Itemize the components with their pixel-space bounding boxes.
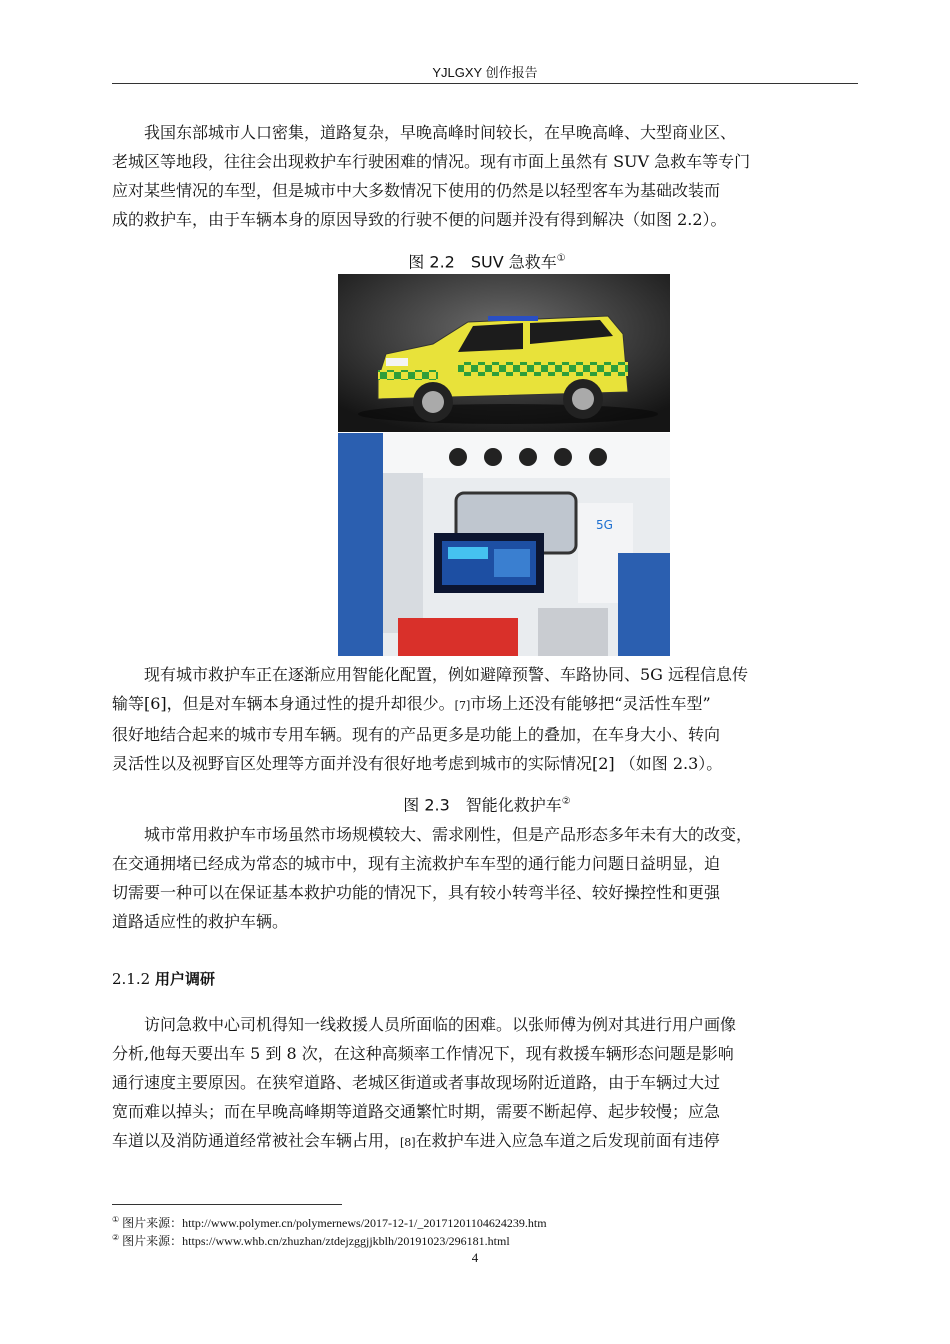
header-rule [112,83,858,84]
caption-text: 图 2.3 智能化救护车 [403,795,562,815]
suv-ambulance-illustration [338,274,670,432]
footnote-1 [112,1214,547,1231]
figure-2-3-caption [112,791,862,816]
footnote-mark: ② [561,796,571,807]
ambulance-interior-illustration [338,433,670,656]
footnote-mark: ① [556,253,566,264]
paragraph-line: 成的救护车，由于车辆本身的原因导致的行驶不便的问题并没有得到解决（如图 2.2）。 [112,210,727,229]
paragraph-line: 在交通拥堵已经成为常态的城市中，现有主流救护车车型的通行能力问题日益明显，迫 [112,854,721,873]
section-title: 用户调研 [154,970,215,988]
paragraph-1 [112,118,862,234]
paragraph-line: 我国东部城市人口密集，道路复杂，早晚高峰时间较长，在早晚高峰、大型商业区、 [144,123,737,142]
figure-2-2-caption [112,248,862,273]
paragraph-line: 应对某些情况的车型，但是城市中大多数情况下使用的仍然是以轻型客车为基础改装而 [112,181,721,200]
text-span: 车道以及消防通道经常被社会车辆占用， [112,1131,401,1150]
footnote-rule [112,1204,342,1205]
suv-ambulance-image [338,274,670,432]
paragraph-line: 访问急救中心司机得知一线救援人员所面临的困难。以张师傅为例对其进行用户画像 [144,1015,737,1034]
paragraph-line: 分析,他每天要出车 5 到 8 次，在这种高频率工作情况下，现有救援车辆形态问题是影响 [112,1044,734,1063]
paragraph-3 [112,820,862,936]
paragraph-line: 现有城市救护车正在逐渐应用智能化配置，例如避障预警、车路协同、5G 远程信息传 [144,665,749,684]
paragraph-line [112,689,862,720]
footnote-mark: ① [112,1215,120,1224]
smart-ambulance-interior-image [338,433,670,656]
paragraph-line: 灵活性以及视野盲区处理等方面并没有很好地考虑到城市的实际情况[2] （如图 2.3）。 [112,754,723,773]
footnote-text: 图片来源：https://www.whb.cn/zhuzhan/ztdejzggjjkblh/20191023/296181.html [119,1234,510,1248]
text-span: 输等[6]，但是对车辆本身通过性的提升却很少。 [112,694,455,713]
paragraph-2 [112,660,862,778]
paragraph-line: 道路适应性的救护车辆。 [112,912,289,931]
footnote-2 [112,1232,510,1249]
section-number: 2.1.2 [112,970,151,988]
page-number: 4 [471,1250,479,1265]
text-span: 市场上还没有能够把“灵活性车型” [470,694,711,713]
paragraph-line: 城市常用救护车市场虽然市场规模较大、需求刚性，但是产品形态多年未有大的改变， [144,825,753,844]
footnote-mark: ② [112,1233,120,1242]
page-header: YJLGXY 创作报告 [432,65,538,80]
footnote-text: 图片来源：http://www.polymer.cn/polymernews/2017-12-1/_20171201104624239.htm [119,1216,547,1230]
section-heading [112,968,215,989]
paragraph-line: 很好地结合起来的城市专用车辆。现有的产品更多是功能上的叠加，在车身大小、转向 [112,725,721,744]
paragraph-line: 宽而难以掉头；而在早晚高峰期等道路交通繁忙时期，需要不断起停、起步较慢；应急 [112,1102,721,1121]
interior-5g-badge: 5G [596,518,613,532]
paragraph-line [112,1126,862,1157]
paragraph-line: 老城区等地段，往往会出现救护车行驶困难的情况。现有市面上虽然有 SUV 急救车等专门 [112,152,751,171]
text-span: 在救护车进入应急车道之后发现前面有违停 [415,1131,720,1150]
paragraph-line: 切需要一种可以在保证基本救护功能的情况下，具有较小转弯半径、较好操控性和更强 [112,883,721,902]
paragraph-4 [112,1010,862,1157]
reference-mark: [7] [454,699,471,712]
reference-mark: [8] [400,1136,416,1149]
caption-text: 图 2.2 SUV 急救车 [408,252,557,272]
paragraph-line: 通行速度主要原因。在狭窄道路、老城区街道或者事故现场附近道路，由于车辆过大过 [112,1073,721,1092]
